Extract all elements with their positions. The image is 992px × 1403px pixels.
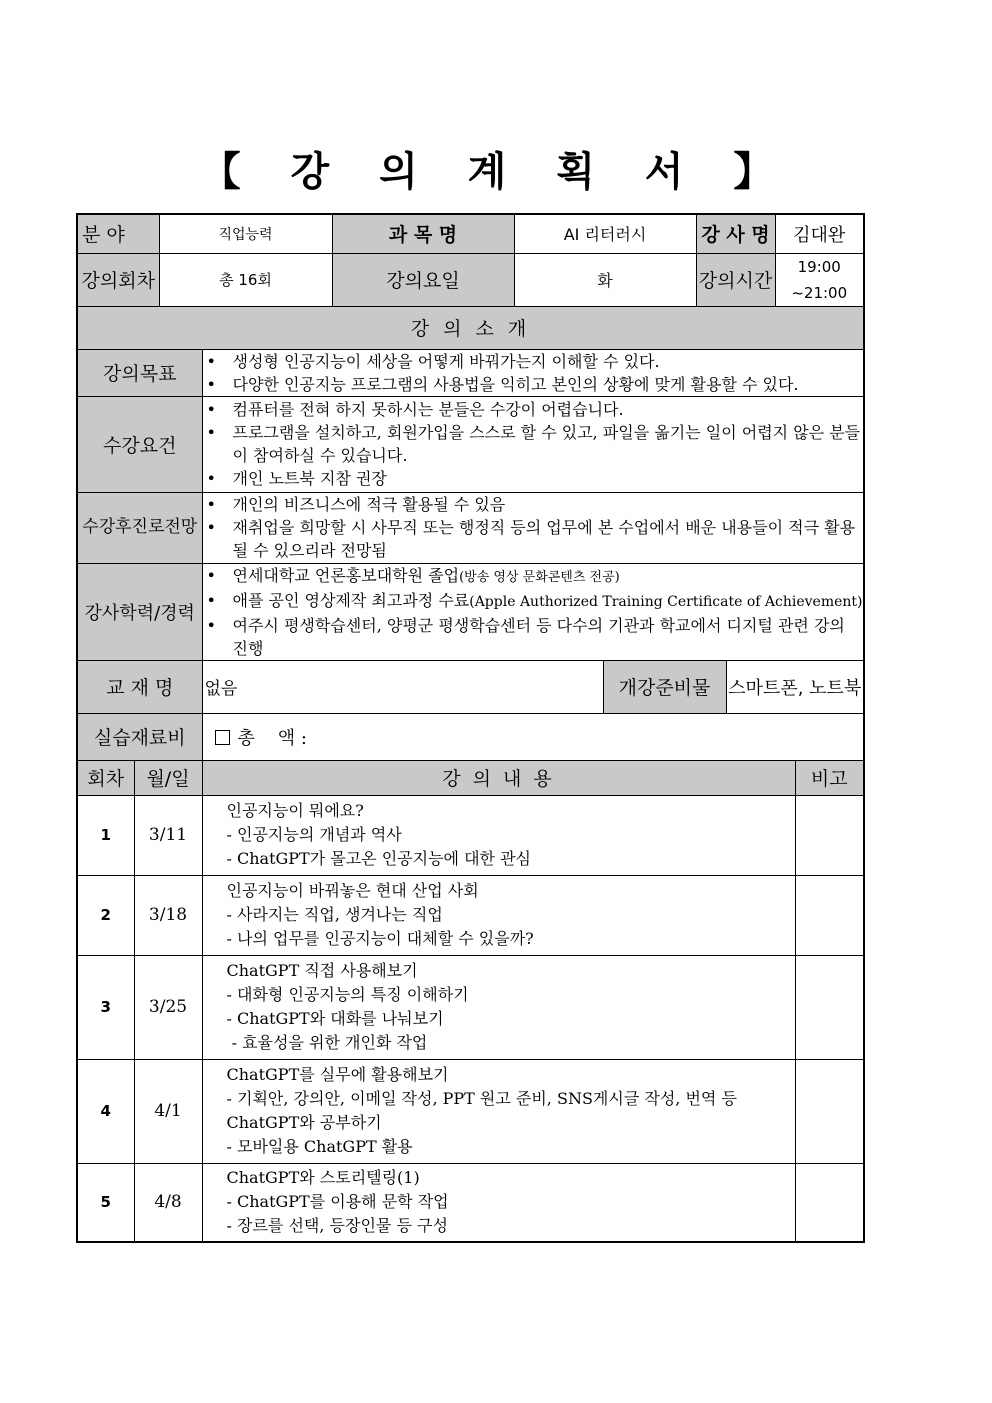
content-line: 인공지능이 뭐에요?	[226, 801, 364, 820]
schedule-body	[77, 795, 864, 1242]
session-date: 3/18	[134, 875, 202, 955]
time-end: ~21:00	[791, 283, 848, 302]
sessions-label: 강의회차	[77, 253, 159, 306]
bg-item-career: • 여주시 평생학습센터, 양평군 평생학습센터 등 다수의 기관과 학교에서 디지털 관련 강의 진행	[233, 614, 864, 660]
instructor-label: 강 사 명	[696, 214, 775, 253]
career-label: 수강후진로전망	[77, 492, 202, 563]
content-line: - 대화형 인공지능의 특징 이해하기	[226, 985, 469, 1004]
session-number: 3	[77, 955, 134, 1059]
sessions-value: 총 16회	[159, 253, 332, 306]
content-line: ChatGPT와 공부하기	[226, 1113, 382, 1132]
session-date: 4/1	[134, 1059, 202, 1163]
content-line: - ChatGPT가 몰고온 인공지능에 대한 관심	[226, 849, 531, 868]
session-note	[795, 1163, 864, 1242]
col-header-date: 월/일	[134, 760, 202, 795]
requirements-content	[202, 396, 864, 492]
session-note	[795, 875, 864, 955]
instructor-bg-label: 강사학력/경력	[77, 563, 202, 660]
content-line: 인공지능이 바꿔놓은 현대 산업 사회	[226, 881, 479, 900]
instructor-bg-content	[202, 563, 864, 660]
field-value: 직업능력	[159, 214, 332, 253]
intro-header: 강 의 소 개	[77, 306, 864, 349]
content-line: - 효율성을 위한 개인화 작업	[226, 1033, 428, 1052]
col-header-no: 회차	[77, 760, 134, 795]
session-note	[795, 955, 864, 1059]
time-value	[775, 253, 864, 306]
session-note	[795, 795, 864, 875]
session-content	[202, 1059, 795, 1163]
session-content	[202, 1163, 795, 1242]
fee-label: 실습재료비	[77, 713, 202, 760]
content-line: - ChatGPT와 대화를 나눠보기	[226, 1009, 444, 1028]
session-date: 3/11	[134, 795, 202, 875]
content-line: - 인공지능의 개념과 역사	[226, 825, 402, 844]
prep-value: 스마트폰, 노트북	[726, 660, 864, 713]
checkbox-icon	[215, 730, 230, 745]
requirement-item: • 컴퓨터를 전혀 하지 못하시는 분들은 수강이 어렵습니다.	[233, 398, 864, 421]
session-content	[202, 955, 795, 1059]
goal-item: • 다양한 인공지능 프로그램의 사용법을 익히고 본인의 상황에 맞게 활용할 수 있다.	[233, 373, 864, 396]
day-value: 화	[514, 253, 696, 306]
session-number: 2	[77, 875, 134, 955]
content-line: - ChatGPT를 이용해 문학 작업	[226, 1192, 449, 1212]
session-number: 1	[77, 795, 134, 875]
time-label: 강의시간	[696, 253, 775, 306]
content-line: - 나의 업무를 인공지능이 대체할 수 있을까?	[226, 929, 534, 948]
schedule-row	[77, 875, 864, 955]
subject-label: 과 목 명	[332, 214, 514, 253]
session-number: 4	[77, 1059, 134, 1163]
col-header-note: 비고	[795, 760, 864, 795]
session-content	[202, 875, 795, 955]
goal-item: • 생성형 인공지능이 세상을 어떻게 바꿔가는지 이해할 수 있다.	[233, 350, 864, 373]
instructor-value: 김대완	[775, 214, 864, 253]
content-line: ChatGPT 직접 사용해보기	[226, 961, 418, 980]
session-date: 4/8	[134, 1163, 202, 1242]
content-line: - 기획안, 강의안, 이메일 작성, PPT 원고 준비, SNS게시글 작성, 번역 등	[226, 1089, 737, 1108]
content-line: - 사라지는 직업, 생겨나는 직업	[226, 905, 443, 924]
page-title: 【 강 의 계 획 서 】	[200, 148, 792, 195]
goals-content	[202, 349, 864, 396]
career-item: • 개인의 비즈니스에 적극 활용될 수 있음	[233, 493, 864, 516]
textbook-label: 교 재 명	[77, 660, 202, 713]
career-content	[202, 492, 864, 563]
schedule-row	[77, 795, 864, 875]
fee-content	[202, 713, 864, 760]
session-number: 5	[77, 1163, 134, 1242]
bg-item-certificate: • 애플 공인 영상제작 최고과정 수료(Apple Authorized Training Certificate of Achievement)	[233, 589, 864, 614]
subject-value: AI 리터러시	[514, 214, 696, 253]
session-note	[795, 1059, 864, 1163]
textbook-value: 없음	[202, 660, 603, 713]
day-label: 강의요일	[332, 253, 514, 306]
schedule-row	[77, 1059, 864, 1163]
content-line: - 장르를 선택, 등장인물 등 구성	[226, 1216, 448, 1236]
career-item: • 재취업을 희망할 시 사무직 또는 행정직 등의 업무에 본 수업에서 배운 내용들이 적극 활용될 수 있으리라 전망됨	[233, 516, 864, 562]
requirement-item: • 프로그램을 설치하고, 회원가입을 스스로 할 수 있고, 파일을 옮기는 일이 어렵지 않은 분들이 참여하실 수 있습니다.	[233, 421, 864, 467]
fee-text: 총 액 :	[237, 727, 307, 749]
prep-label: 개강준비물	[603, 660, 726, 713]
requirement-item: • 개인 노트북 지참 권장	[233, 467, 864, 490]
goals-label: 강의목표	[77, 349, 202, 396]
lecture-plan-table	[76, 213, 865, 1243]
col-header-content: 강 의 내 용	[202, 760, 795, 795]
content-line: ChatGPT와 스토리텔링(1)	[226, 1168, 420, 1188]
session-content	[202, 795, 795, 875]
session-date: 3/25	[134, 955, 202, 1059]
content-line: - 모바일용 ChatGPT 활용	[226, 1137, 413, 1156]
schedule-row	[77, 1163, 864, 1242]
requirements-label: 수강요건	[77, 396, 202, 492]
field-label: 분 야	[77, 214, 159, 253]
content-line: ChatGPT를 실무에 활용해보기	[226, 1065, 449, 1084]
schedule-row	[77, 955, 864, 1059]
bg-item-education: • 연세대학교 언론홍보대학원 졸업(방송 영상 문화콘텐츠 전공)	[233, 564, 864, 589]
time-start: 19:00	[797, 257, 841, 276]
